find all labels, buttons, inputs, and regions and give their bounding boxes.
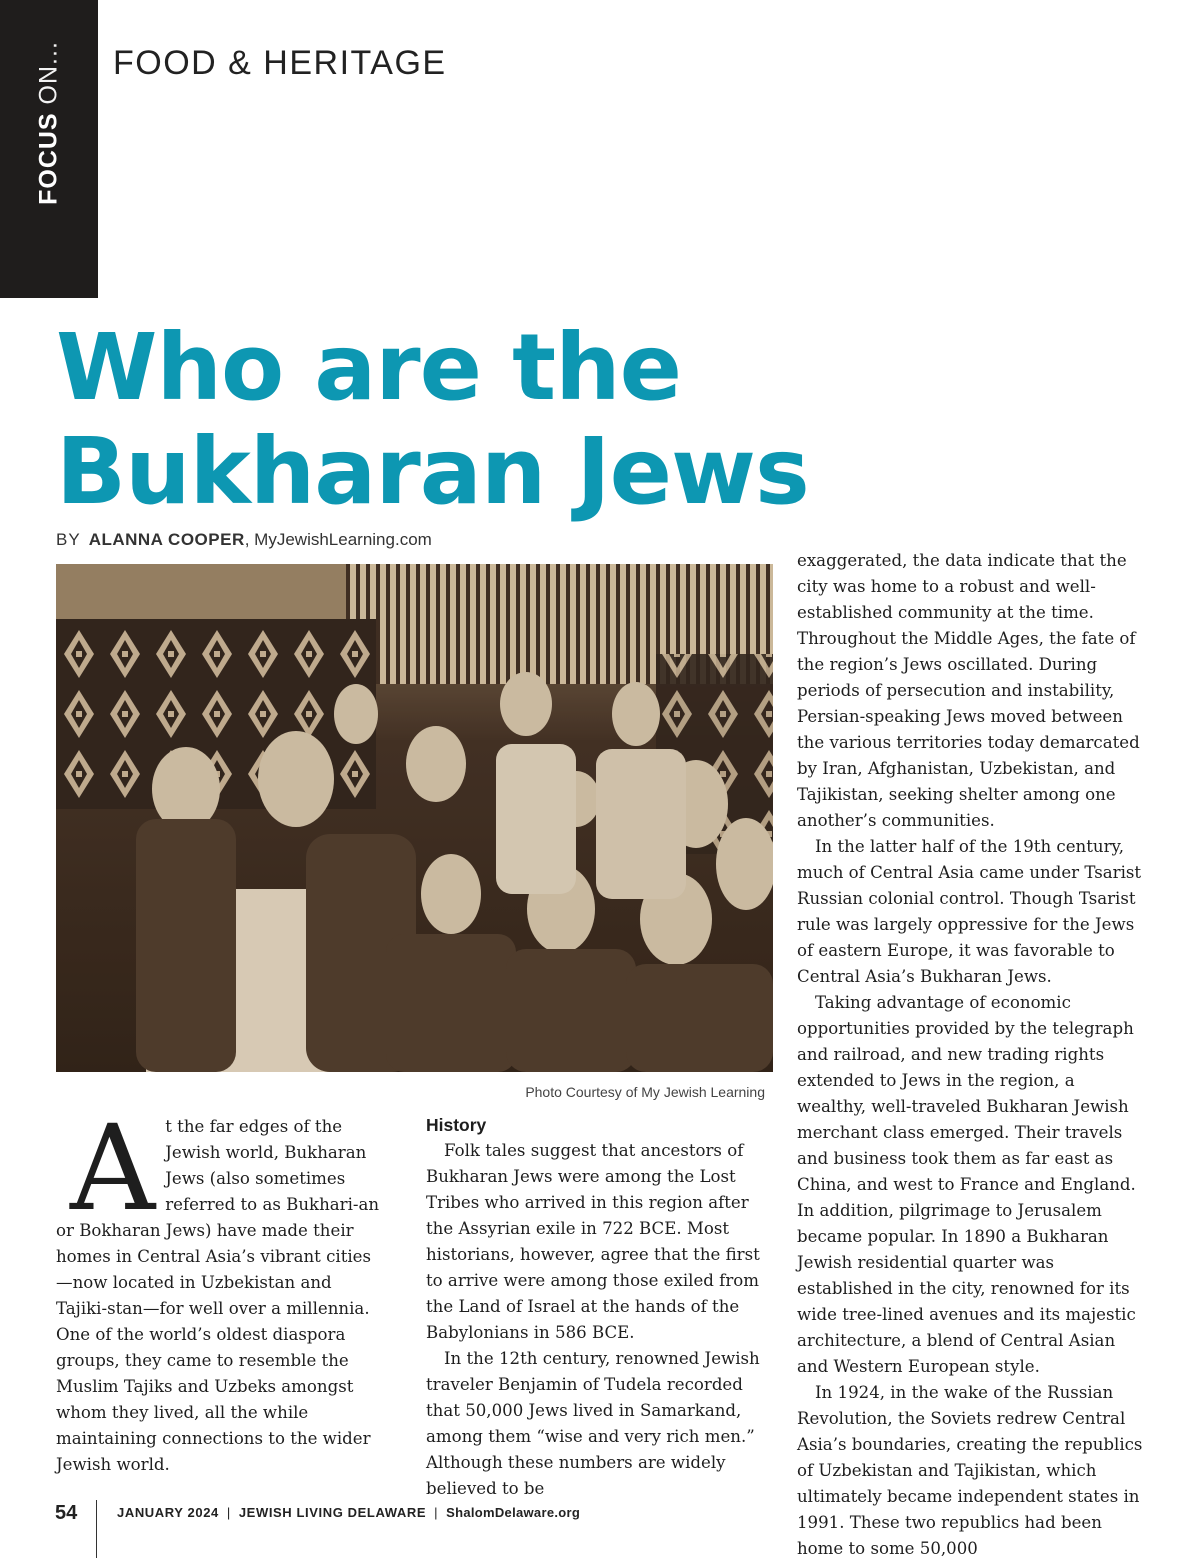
- intro-paragraph-text: t the far edges of the Jewish world, Bukharan Jews (also sometimes referred to as Bukhari-an or Bokharan Jews) have made their homes in Central Asia’s vibrant cities—now located in Uzbekistan and Tajiki-stan—for well over a millennia. One of the world’s oldest diaspora groups, they came to resemble the Muslim Tajiks and Uzbeks amongst whom they lived, all the while maintaining connections to the wider Jewish world.: [56, 1117, 380, 1474]
- history-paragraph-5: Taking advantage of economic opportunities provided by the telegraph and railroad, and new trading rights extended to Jews in the region, a wealthy, well-traveled Bukharan Jewish merchant class emerged. Their travels and business took them as far east as China, and west to France and England. In addition, pilgrimage to Jerusalem became popular. In 1890 a Bukharan Jewish residential quarter was established in the city, renowned for its wide tree-lined avenues and its majestic architecture, a blend of Central Asian and Western European style.: [797, 993, 1136, 1376]
- headline-line-2: Bukharan Jews: [56, 418, 809, 525]
- section-tab-bold: FOCUS: [34, 112, 63, 205]
- byline-source: , MyJewishLearning.com: [244, 530, 432, 549]
- headline-line-1: Who are the: [56, 314, 681, 421]
- section-label: FOOD & HERITAGE: [113, 44, 447, 82]
- section-tab-light: ON...: [34, 41, 63, 113]
- intro-paragraph: [56, 1099, 386, 1478]
- history-paragraph-6: In 1924, in the wake of the Russian Revolution, the Soviets redrew Central Asia’s boundaries, creating the republics of Uzbekistan and Tajikistan, which ultimately became independent states in 1991. These two republics had been home to some 50,000: [797, 1383, 1143, 1558]
- history-paragraph-2: In the 12th century, renowned Jewish traveler Benjamin of Tudela recorded that 50,000 Jews lived in Samarkand, among them “wise and very rich men.” Although these numbers are widely believed to be: [426, 1349, 760, 1498]
- article-photo: [56, 564, 773, 1072]
- byline: [56, 530, 432, 550]
- article-headline: [56, 316, 1176, 524]
- history-paragraph-4: In the latter half of the 19th century, much of Central Asia came under Tsarist Russian colonial control. Though Tsarist rule was largely oppressive for the Jews of eastern Europe, it was favorable to Central Asia’s Bukharan Jews.: [797, 837, 1142, 986]
- section-tab-text: [35, 41, 64, 205]
- article-column-2: [426, 1114, 771, 1502]
- footer-separator: |: [226, 1505, 231, 1520]
- footer-publication: JEWISH LIVING DELAWARE: [238, 1505, 427, 1520]
- history-subhead: History: [426, 1115, 487, 1135]
- history-paragraph-3: exaggerated, the data indicate that the city was home to a robust and well-established community at the time. Throughout the Middle Ages, the fate of the region’s Jews oscillated. During periods of persecution and instability, Persian-speaking Jews moved between the various territories today demarcated by Iran, Afghanistan, Uzbekistan, and Tajikistan, seeking shelter among one another’s communities.: [797, 551, 1140, 830]
- photo-caption: Photo Courtesy of My Jewish Learning: [525, 1084, 765, 1100]
- byline-prefix: BY: [56, 530, 81, 549]
- drop-cap: A: [70, 1099, 156, 1237]
- article-column-1: [56, 1099, 386, 1478]
- footer-issue: JANUARY 2024: [117, 1505, 219, 1520]
- history-paragraph-1: Folk tales suggest that ancestors of Bukharan Jews were among the Lost Tribes who arrived in this region after the Assyrian exile in 722 BCE. Most historians, however, agree that the first to arrive were among those exiled from the Land of Israel at the hands of the Babylonians in 586 BCE.: [426, 1141, 760, 1342]
- footer-info: [117, 1505, 580, 1520]
- byline-author: ALANNA COOPER: [88, 530, 245, 549]
- page-number: 54: [55, 1502, 78, 1524]
- sepia-group-photo-image: [56, 564, 773, 1072]
- article-column-3: [797, 548, 1147, 1562]
- page-footer: [0, 1498, 1200, 1558]
- section-tab: [0, 0, 98, 298]
- footer-separator: |: [434, 1505, 439, 1520]
- footer-website: ShalomDelaware.org: [446, 1505, 581, 1520]
- footer-divider: [96, 1500, 97, 1558]
